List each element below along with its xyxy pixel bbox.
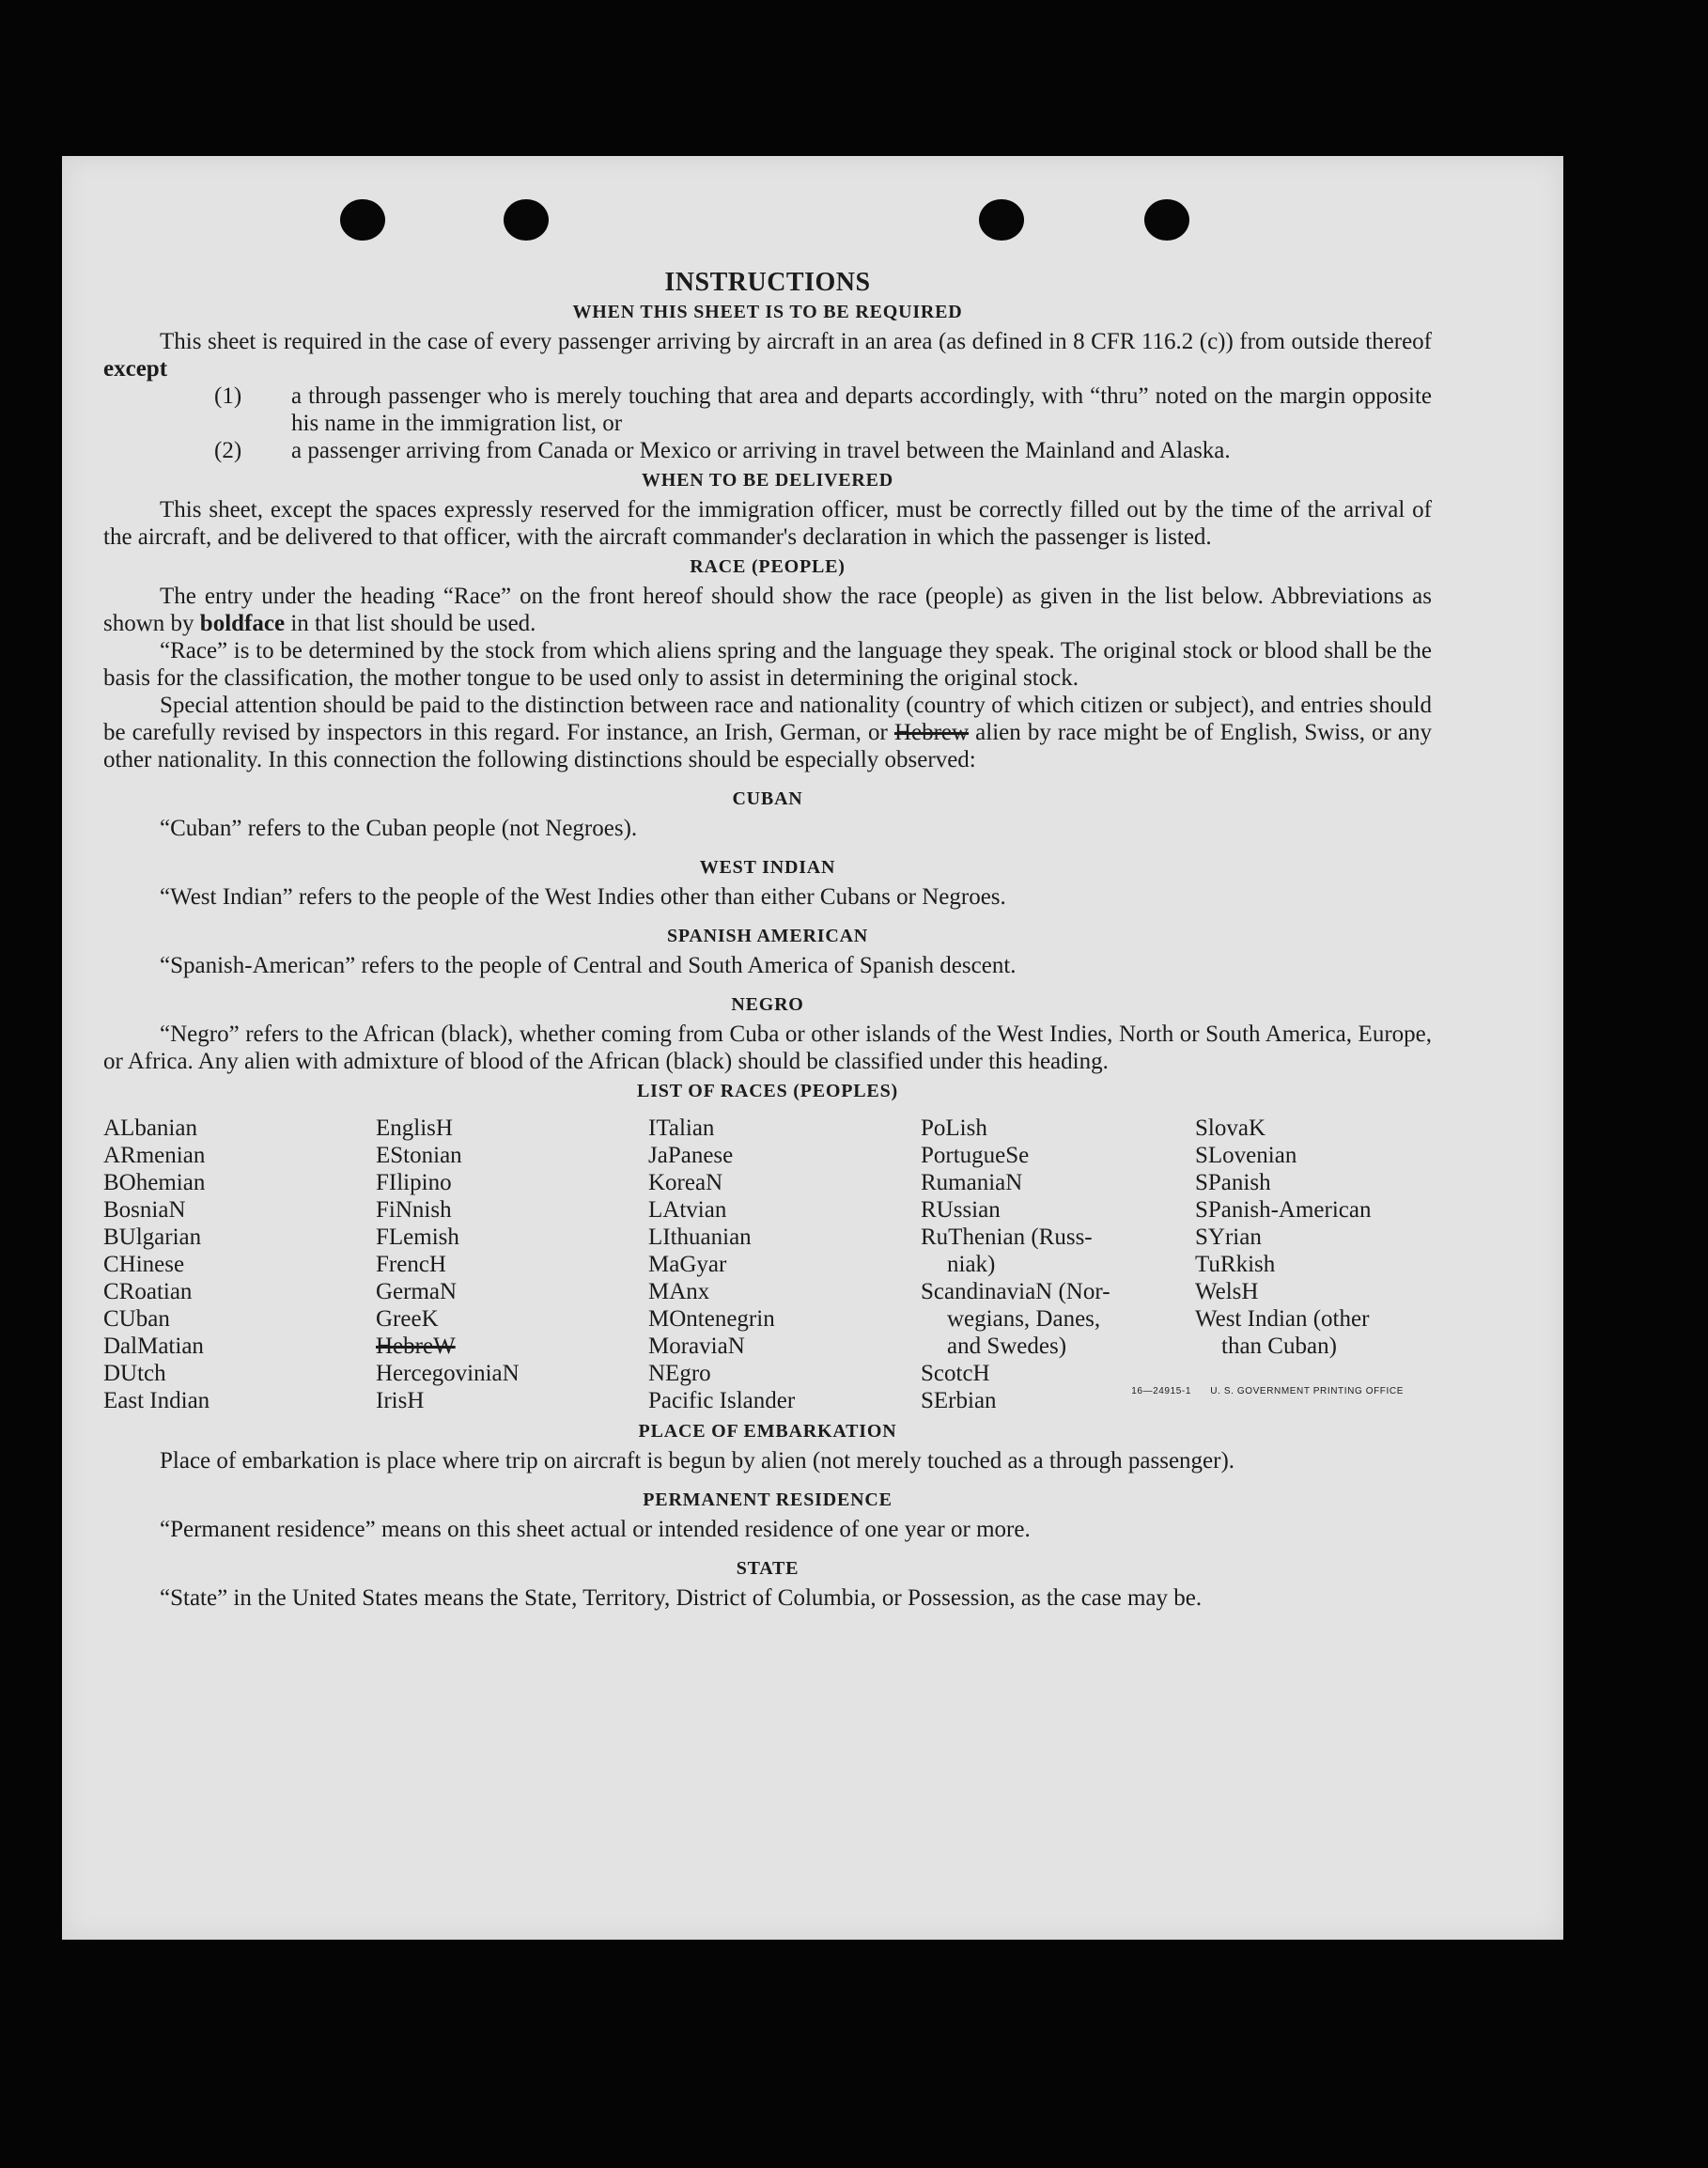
race-item: DalMatian	[103, 1334, 204, 1359]
race-item: CUban	[103, 1306, 170, 1332]
race-item: EnglisH	[376, 1115, 453, 1141]
race-item: West Indian (other	[1195, 1306, 1370, 1332]
heading-west-indian: WEST INDIAN	[699, 857, 836, 878]
race-item: GermaN	[376, 1279, 458, 1304]
punch-hole	[1144, 199, 1189, 241]
residence-text: “Permanent residence” means on this sheet actual or intended residence of one year or more.	[160, 1517, 1031, 1542]
race-item: HercegoviniaN	[376, 1361, 520, 1386]
race-item: IrisH	[376, 1388, 425, 1413]
heading-race: RACE (PEOPLE)	[690, 556, 846, 577]
race-item: MAnx	[648, 1279, 710, 1304]
negro-text: “Negro” refers to the African (black), whether coming from Cuba or other islands of the West Indies, North or South America, Europe, or Africa. Any alien with admixture of blood of the African (black) should be classified under this heading.	[103, 1022, 1432, 1074]
race-item: SLovenian	[1195, 1143, 1297, 1168]
race-item: BOhemian	[103, 1170, 206, 1195]
race-item: and Swedes)	[947, 1334, 1067, 1359]
cuban-text: “Cuban” refers to the Cuban people (not Negroes).	[160, 816, 638, 841]
race-item: EStonian	[376, 1143, 462, 1168]
race-item: GreeK	[376, 1306, 439, 1332]
race-item: JaPanese	[648, 1143, 734, 1168]
punch-hole	[504, 199, 549, 241]
race-item: RuThenian (Russ-	[921, 1224, 1093, 1250]
race-item: KoreaN	[648, 1170, 723, 1195]
race-item: PoLish	[921, 1115, 987, 1141]
race-item: ScandinaviaN (Nor-	[921, 1279, 1110, 1304]
race-item: TuRkish	[1195, 1252, 1276, 1277]
race-paragraph-3: Special attention should be paid to the distinction between race and nationality (country of which citizen or subject), and entries should be carefully revised by inspectors in this regard. For instance, an Irish, German, or Hebrew alien by race might be of English, Swiss, or any other nationality. In this connection the following distinctions should be especially observed:	[103, 693, 1433, 772]
race-item: RUssian	[921, 1197, 1001, 1223]
race-item: WelsH	[1195, 1279, 1259, 1304]
heading-state: STATE	[736, 1558, 800, 1579]
race-item: DUtch	[103, 1361, 166, 1386]
race-item: FLemish	[376, 1224, 459, 1250]
race-item: BUlgarian	[103, 1224, 202, 1250]
race-item: SYrian	[1195, 1224, 1262, 1250]
race-item: MOntenegrin	[648, 1306, 775, 1332]
races-column-3	[648, 1115, 921, 1414]
heading-embarkation: PLACE OF EMBARKATION	[638, 1421, 897, 1442]
race-item: NEgro	[648, 1361, 711, 1386]
race-item: MaGyar	[648, 1252, 727, 1277]
instruction-sheet	[62, 156, 1563, 1940]
race-paragraph-2: “Race” is to be determined by the stock from which aliens spring and the language they speak. The original stock or blood shall be the basis for the classification, the mother tongue to be used only to assist in determining the original stock.	[103, 638, 1432, 691]
race-item: BosniaN	[103, 1197, 186, 1223]
heading-list-of-races: LIST OF RACES (PEOPLES)	[637, 1081, 898, 1101]
embarkation-text: Place of embarkation is place where trip on aircraft is begun by alien (not merely touched as a through passenger).	[160, 1448, 1235, 1474]
races-column-5	[1195, 1115, 1432, 1414]
races-column-2	[376, 1115, 648, 1414]
races-list	[103, 1115, 1432, 1414]
race-item: MoraviaN	[648, 1334, 745, 1359]
race-item: RumaniaN	[921, 1170, 1023, 1195]
page-title: INSTRUCTIONS	[664, 268, 871, 297]
heading-negro: NEGRO	[731, 994, 804, 1015]
race-item: niak)	[947, 1252, 996, 1277]
heading-required: WHEN THIS SHEET IS TO BE REQUIRED	[572, 302, 963, 322]
print-code: 16—24915-1 U. S. GOVERNMENT PRINTING OFFICE	[1131, 1386, 1404, 1396]
state-text: “State” in the United States means the State, Territory, District of Columbia, or Possession, as the case may be.	[160, 1585, 1203, 1611]
race-item: LAtvian	[648, 1197, 727, 1223]
race-item: than Cuban)	[1221, 1334, 1337, 1359]
race-item: LIthuanian	[648, 1224, 752, 1250]
race-item: SPanish	[1195, 1170, 1271, 1195]
race-item: ScotcH	[921, 1361, 990, 1386]
punch-hole	[340, 199, 385, 241]
spanish-american-text: “Spanish-American” refers to the people of Central and South America of Spanish descent.	[160, 953, 1017, 978]
document-body	[103, 269, 1432, 1612]
race-item: SPanish-American	[1195, 1197, 1372, 1223]
required-item-2: (2) a passenger arriving from Canada or Mexico or arriving in travel between the Mainland and Alaska.	[214, 438, 1231, 463]
race-item: wegians, Danes,	[947, 1306, 1101, 1332]
races-column-4	[921, 1115, 1195, 1414]
race-item: East Indian	[103, 1388, 210, 1413]
race-item: PortugueSe	[921, 1143, 1030, 1168]
race-item: ITalian	[648, 1115, 715, 1141]
heading-spanish-american: SPANISH AMERICAN	[666, 926, 869, 946]
delivered-text: This sheet, except the spaces expressly reserved for the immigration officer, must be correctly filled out by the time of the arrival of the aircraft, and be delivered to that officer, with the aircraft commander's declaration in which the passenger is listed.	[103, 497, 1432, 550]
race-item: ARmenian	[103, 1143, 206, 1168]
race-item: Pacific Islander	[648, 1388, 796, 1413]
race-item: SlovaK	[1195, 1115, 1265, 1141]
races-column-1	[103, 1115, 376, 1414]
punch-hole	[979, 199, 1024, 241]
race-item: FiNnish	[376, 1197, 452, 1223]
race-item: ALbanian	[103, 1115, 197, 1141]
race-item: FIlipino	[376, 1170, 452, 1195]
race-paragraph-1: The entry under the heading “Race” on the front hereof should show the race (people) as given in the list below. Abbreviations as shown by boldface in that list should be used.	[103, 584, 1432, 636]
heading-cuban: CUBAN	[732, 788, 803, 809]
heading-residence: PERMANENT RESIDENCE	[643, 1490, 893, 1510]
race-item: HebreW	[376, 1334, 456, 1359]
required-item-1: (1) a through passenger who is merely touching that area and departs accordingly, with “thru” noted on the margin opposite his name in the immigration list, or	[214, 383, 1432, 436]
race-item: CRoatian	[103, 1279, 193, 1304]
west-indian-text: “West Indian” refers to the people of the West Indies other than either Cubans or Negroes.	[160, 884, 1006, 910]
required-intro: This sheet is required in the case of every passenger arriving by aircraft in an area (as defined in 8 CFR 116.2 (c)) from outside thereof except	[103, 329, 1432, 382]
struck-word: Hebrew	[893, 720, 970, 745]
race-item: FrencH	[376, 1252, 446, 1277]
heading-delivered: WHEN TO BE DELIVERED	[641, 470, 894, 491]
race-item: CHinese	[103, 1252, 185, 1277]
race-item: SErbian	[921, 1388, 997, 1413]
